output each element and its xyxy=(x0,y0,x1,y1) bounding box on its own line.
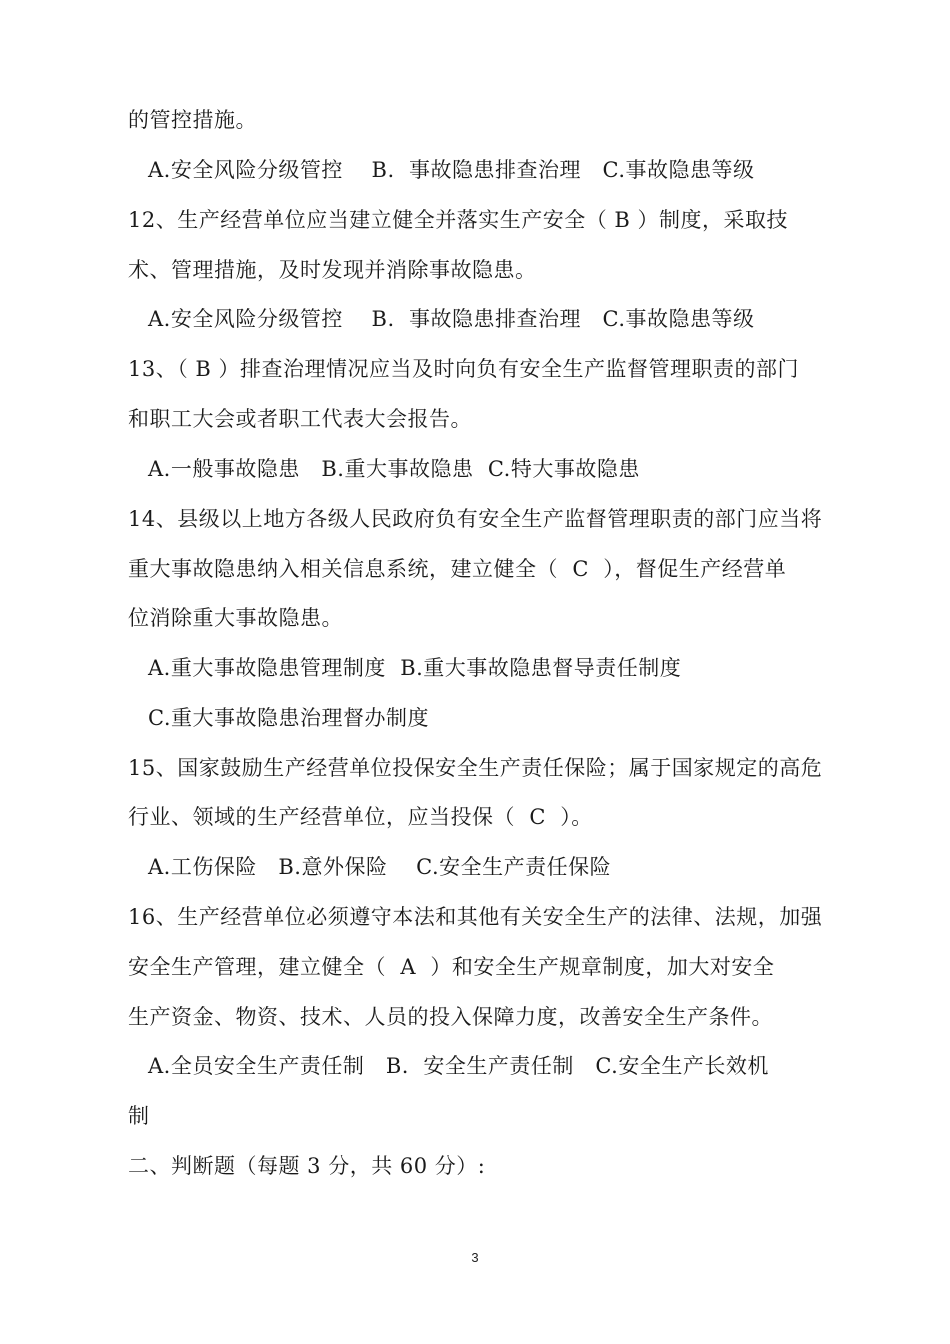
option-line: A.安全风险分级管控 B. 事故隐患排查治理 C.事故隐患等级 xyxy=(148,307,755,331)
text-line: 制 xyxy=(128,1104,150,1128)
option-line: A.安全风险分级管控 B. 事故隐患排查治理 C.事故隐患等级 xyxy=(148,158,755,182)
text-line: 和职工大会或者职工代表大会报告。 xyxy=(128,407,472,431)
text-line: 的管控措施。 xyxy=(128,108,257,132)
option-line: A.一般事故隐患 B.重大事故隐患 C.特大事故隐患 xyxy=(148,457,640,481)
text-line: 生产资金、物资、技术、人员的投入保障力度，改善安全生产条件。 xyxy=(128,1005,773,1029)
option-line: C.重大事故隐患治理督办制度 xyxy=(148,706,429,730)
question-13-line: 13、（ B ）排查治理情况应当及时向负有安全生产监督管理职责的部门 xyxy=(128,357,800,381)
question-16-line: 16、生产经营单位必须遵守本法和其他有关安全生产的法律、法规，加强 xyxy=(128,905,823,929)
option-line: A.重大事故隐患管理制度 B.重大事故隐患督导责任制度 xyxy=(148,656,682,680)
question-14-line: 14、县级以上地方各级人民政府负有安全生产监督管理职责的部门应当将 xyxy=(128,507,823,531)
text-line: 位消除重大事故隐患。 xyxy=(128,606,343,630)
page-number: 3 xyxy=(471,1250,479,1265)
option-line: A.工伤保险 B.意外保险 C.安全生产责任保险 xyxy=(148,855,612,879)
question-15-line: 15、国家鼓励生产经营单位投保安全生产责任保险；属于国家规定的高危 xyxy=(128,756,823,780)
text-line: 安全生产管理，建立健全（ A ）和安全生产规章制度，加大对安全 xyxy=(128,955,775,979)
text-line: 重大事故隐患纳入相关信息系统，建立健全（ C ），督促生产经营单 xyxy=(128,557,787,581)
option-line: A.全员安全生产责任制 B. 安全生产责任制 C.安全生产长效机 xyxy=(148,1054,769,1078)
section-heading: 二、判断题（每题 3 分，共 60 分）: xyxy=(128,1154,486,1178)
text-line: 行业、领域的生产经营单位，应当投保（ C ）。 xyxy=(128,805,593,829)
text-line: 术、管理措施，及时发现并消除事故隐患。 xyxy=(128,258,537,282)
question-12-line: 12、生产经营单位应当建立健全并落实生产安全（ B ）制度，采取技 xyxy=(128,208,789,232)
